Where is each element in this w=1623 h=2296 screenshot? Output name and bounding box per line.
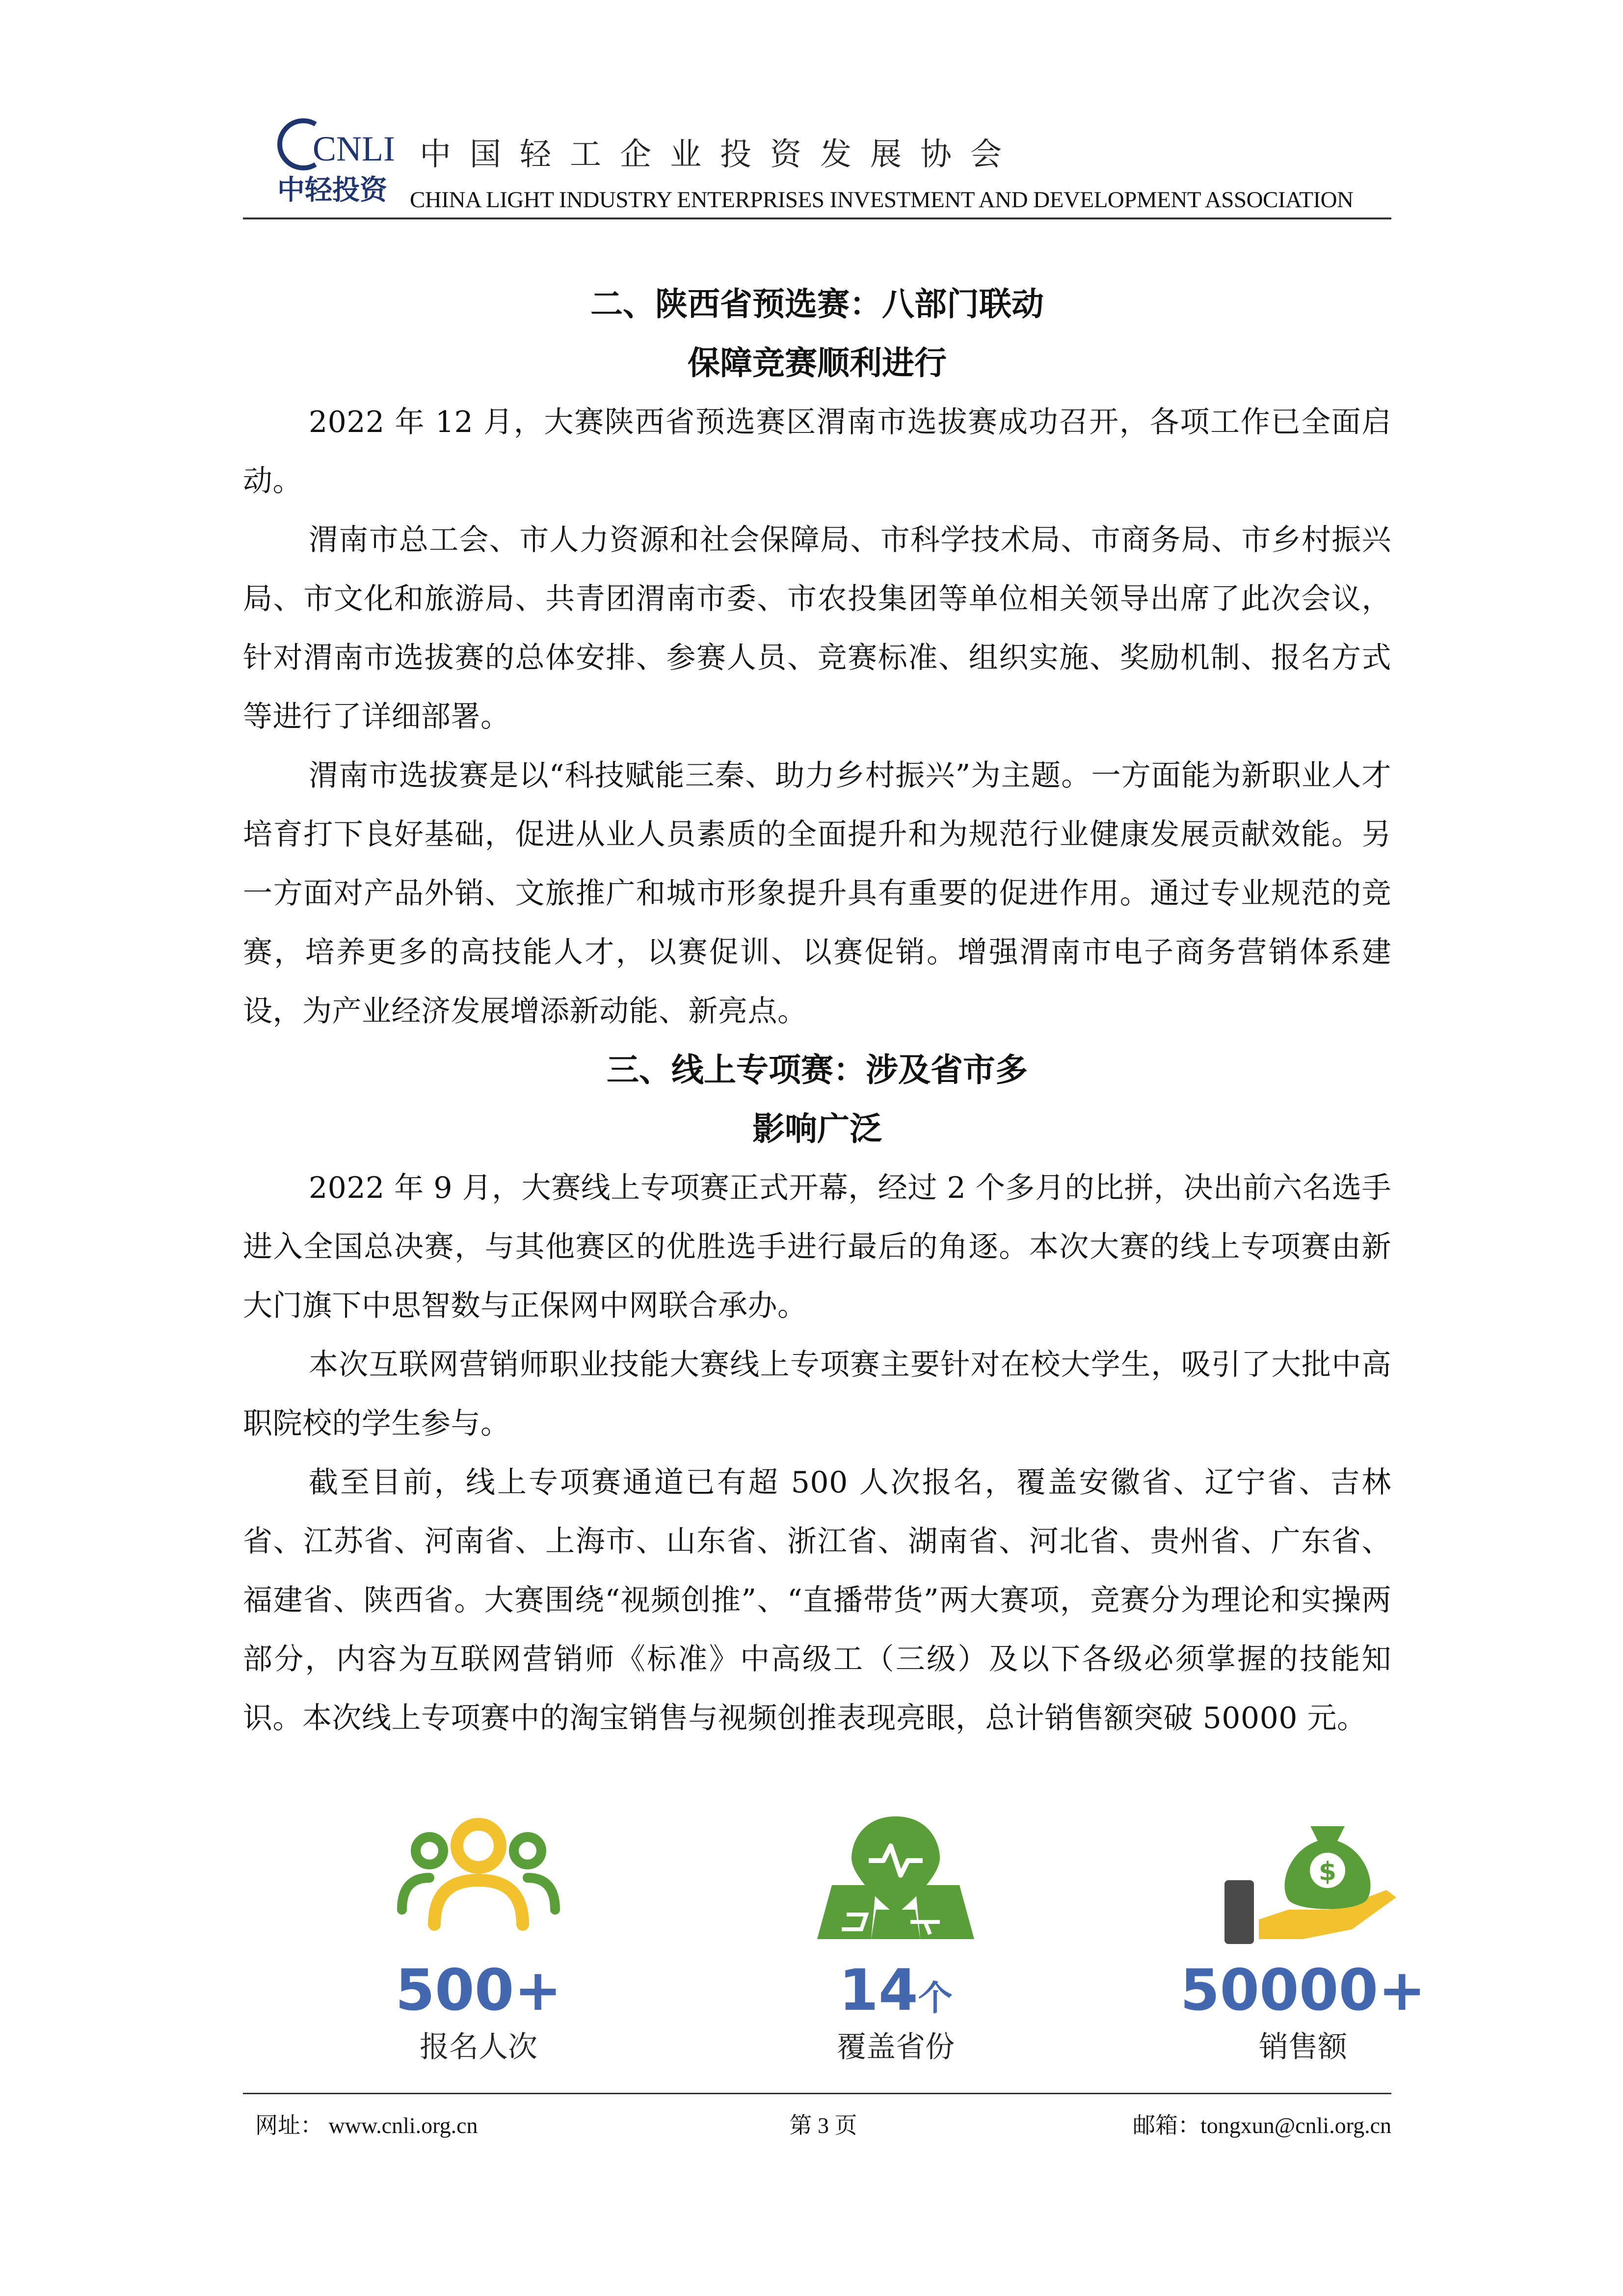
- footer-email: 邮箱：tongxun@cnli.org.cn: [1132, 2113, 1391, 2138]
- stat-sales: [1131, 1811, 1475, 2086]
- section3-title-line2: 影响广泛: [752, 1110, 882, 1148]
- paragraph: 本次互联网营销师职业技能大赛线上专项赛主要针对在校大学生，吸引了大批中高职院校的学生参与。: [243, 1348, 1391, 1441]
- paragraph: 截至目前，线上专项赛通道已有超 500 人次报名，覆盖安徽省、辽宁省、吉林省、江苏省、河南省、上海市、山东省、浙江省、湖南省、河北省、贵州省、广东省、福建省、陕西省。大赛围绕“视频创推”、“直播带货”两大赛项，竞赛分为理论和实操两部分，内容为互联网营销师《标准》中高级工（三级）及以下各级必须掌握的技能知识。本次线上专项赛中的淘宝销售与视频创推表现亮眼，总计销售额突破 50000 元。: [243, 1465, 1391, 1735]
- page-header: [243, 110, 1391, 218]
- logo-cn-text: 中轻投资: [277, 174, 387, 206]
- stat-label: 覆盖省份: [837, 2030, 955, 2064]
- page-footer: [255, 2108, 1391, 2143]
- stat-value: 50000+: [1180, 1957, 1426, 2024]
- stat-registrations: [341, 1811, 616, 2086]
- map-pin-icon: [812, 1811, 979, 1949]
- main-content: [243, 275, 1391, 1748]
- svg-text:$: $: [1318, 1857, 1337, 1887]
- section2-title-line2: 保障竞赛顺利进行: [688, 344, 947, 382]
- paragraph: 渭南市选拔赛是以“科技赋能三秦、助力乡村振兴”为主题。一方面能为新职业人才培育打下良好基础，促进从业人员素质的全面提升和为规范行业健康发展贡献效能。另一方面对产品外销、文旅推广和城市形象提升具有重要的促进作用。通过专业规范的竞赛，培养更多的高技能人才，以赛促训、以赛促销。增强渭南市电子商务营销体系建设，为产业经济发展增添新动能、新亮点。: [243, 758, 1391, 1028]
- footer-website: 网址： www.cnli.org.cn: [255, 2113, 478, 2138]
- paragraph: 2022 年 9 月，大赛线上专项赛正式开幕，经过 2 个多月的比拼，决出前六名选手进入全国总决赛，与其他赛区的优胜选手进行最后的角逐。本次大赛的线上专项赛由新大门旗下中思智数与正保网中网联合承办。: [243, 1171, 1391, 1323]
- money-bag-hand-icon: [1205, 1811, 1401, 1949]
- stats-row: [243, 1811, 1426, 2086]
- people-icon: [395, 1811, 562, 1949]
- section3-title-line1: 三、线上专项赛：涉及省市多: [607, 1051, 1028, 1089]
- paragraph: 2022 年 12 月，大赛陕西省预选赛区渭南市选拔赛成功召开，各项工作已全面启动。: [243, 405, 1391, 498]
- stat-label: 销售额: [1259, 2030, 1347, 2064]
- logo-mark-icon: [277, 115, 405, 174]
- stat-label: 报名人次: [420, 2030, 537, 2064]
- footer-divider: [243, 2093, 1391, 2094]
- cnli-logo: [277, 115, 405, 214]
- paragraph: 渭南市总工会、市人力资源和社会保障局、市科学技术局、市商务局、市乡村振兴局、市文化和旅游局、共青团渭南市委、市农投集团等单位相关领导出席了此次会议，针对渭南市选拔赛的总体安排、参赛人员、竞赛标准、组织实施、奖励机制、报名方式等进行了详细部署。: [243, 523, 1391, 734]
- stat-provinces: [758, 1811, 1033, 2086]
- section2-title-line1: 二、陕西省预选赛：八部门联动: [590, 285, 1044, 323]
- stat-value: 14个: [839, 1957, 953, 2024]
- org-name-cn: 中国轻工企业投资发展协会: [420, 136, 1020, 173]
- svg-text:CNLI: CNLI: [313, 129, 395, 168]
- footer-page-number: 第 3 页: [789, 2113, 857, 2138]
- header-divider: [243, 217, 1391, 219]
- stat-value: 500+: [395, 1957, 562, 2024]
- org-name-en: CHINA LIGHT INDUSTRY ENTERPRISES INVESTMENT AND DEVELOPMENT ASSOCIATION: [410, 187, 1354, 213]
